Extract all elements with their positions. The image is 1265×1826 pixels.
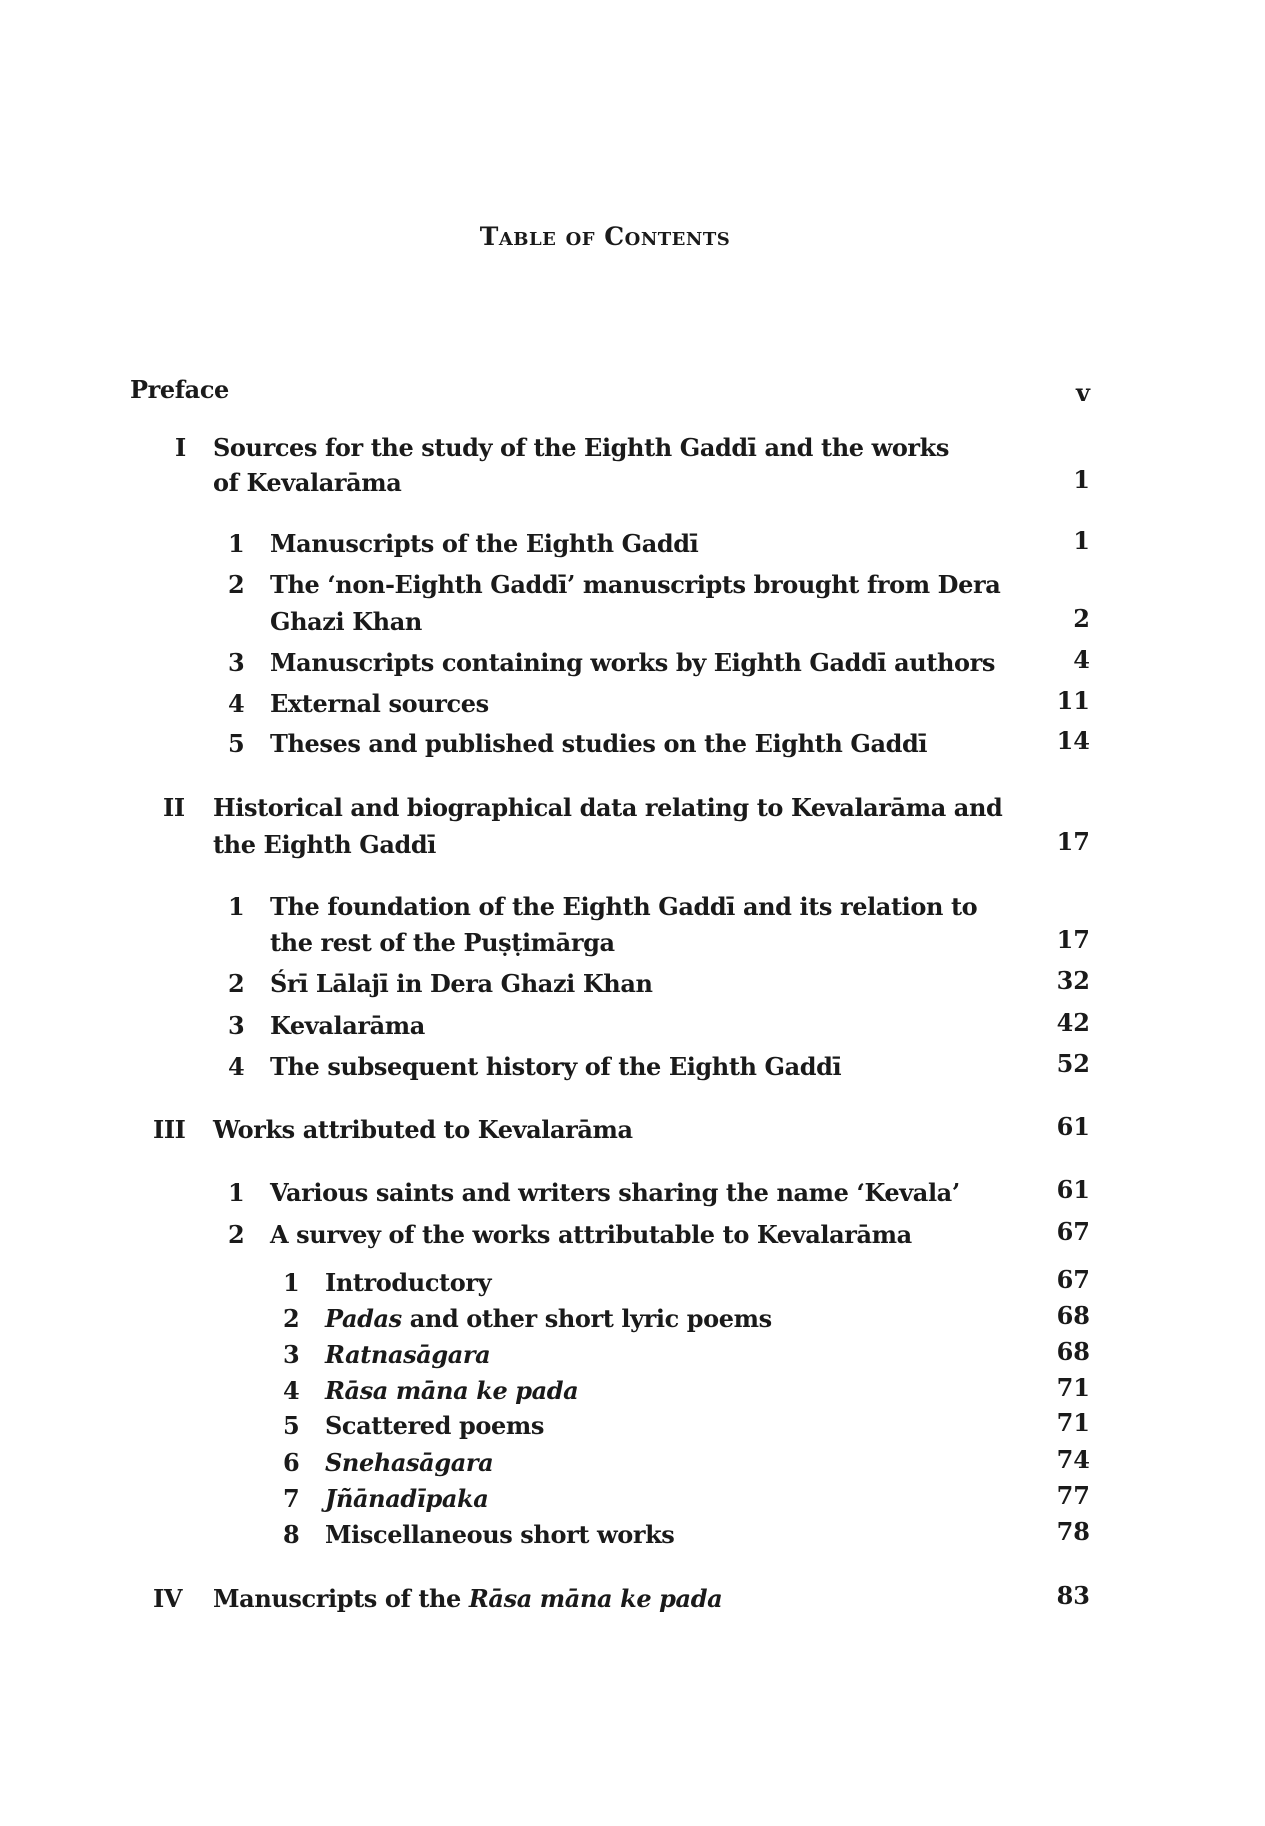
page-number: 61 [1056,1112,1090,1141]
subsection-title: Miscellaneous short works [325,1520,675,1549]
page-number: 74 [1056,1445,1090,1474]
page-number: 1 [1073,465,1090,494]
subsection-number: 2 [283,1304,300,1333]
section-title: External sources [270,689,489,718]
page-number: 32 [1056,966,1090,995]
subsection-title-italic: Padas [325,1304,402,1333]
page-number: 77 [1056,1481,1090,1510]
page-number: 83 [1056,1581,1090,1610]
chapter-title-line: Sources for the study of the Eighth Gaddī and the works [213,433,950,462]
page-number: 71 [1056,1373,1090,1402]
section-title: the rest of the Puṣṭimārga [270,928,615,957]
section-title: Various saints and writers sharing the name ‘Kevala’ [270,1178,960,1207]
section-number: 5 [228,729,245,758]
subsection-title-italic: Rāsa māna ke pada [325,1376,579,1405]
page-number: 67 [1056,1217,1090,1246]
subsection-number: 7 [283,1484,300,1513]
subsection-number: 6 [283,1448,300,1477]
subsection-number: 4 [283,1376,300,1405]
subsection-number: 8 [283,1520,300,1549]
section-number: 1 [228,529,245,558]
section-title: Śrī Lālajī in Dera Ghazi Khan [270,969,653,998]
page-number: 2 [1073,604,1090,633]
page-number: 4 [1073,645,1090,674]
section-title: The ‘non-Eighth Gaddī’ manuscripts brought from Dera [270,570,1001,599]
page-number: 68 [1056,1301,1090,1330]
page-number: 17 [1056,925,1090,954]
subsection-number: 3 [283,1340,300,1369]
page-number: 14 [1056,726,1090,755]
chapter-title: Manuscripts of the [213,1584,469,1613]
chapter-title-line: Historical and biographical data relating to Kevalarāma and [213,793,1003,822]
section-title: The foundation of the Eighth Gaddī and its relation to [270,892,978,921]
page-title: Table of Contents [479,222,731,251]
section-number: 2 [228,570,245,599]
page-number: 71 [1056,1408,1090,1437]
chapter-title-line: the Eighth Gaddī [213,830,437,859]
section-number: 1 [228,1178,245,1207]
page-number: 11 [1056,686,1090,715]
section-number: 4 [228,1052,245,1081]
subsection-title-italic: Jñānadīpaka [325,1484,489,1513]
chapter-numeral: III [153,1115,186,1144]
section-number: 2 [228,1220,245,1249]
section-number: 4 [228,689,245,718]
chapter-numeral: II [163,793,185,822]
page-number: 52 [1056,1049,1090,1078]
page-number: 61 [1056,1175,1090,1204]
subsection-number: 5 [283,1411,300,1440]
subsection-title: Introductory [325,1268,492,1297]
section-title: Manuscripts containing works by Eighth Gaddī authors [270,648,996,677]
section-title: Kevalarāma [270,1011,425,1040]
section-title: Manuscripts of the Eighth Gaddī [270,529,699,558]
section-title: Theses and published studies on the Eighth Gaddī [270,729,928,758]
subsection-title-italic: Snehasāgara [325,1448,494,1477]
subsection-title-italic: Ratnasāgara [325,1340,491,1369]
page-number: v [1076,378,1090,407]
page-number: 17 [1056,827,1090,856]
page-number: 1 [1073,526,1090,555]
section-number: 3 [228,1011,245,1040]
section-number: 3 [228,648,245,677]
section-number: 1 [228,892,245,921]
page-number: 42 [1056,1008,1090,1037]
chapter-title-italic: Rāsa māna ke pada [468,1584,723,1613]
section-title: Ghazi Khan [270,607,422,636]
subsection-title: and other short lyric poems [401,1304,772,1333]
chapter-numeral: IV [153,1584,183,1613]
page-number: 78 [1056,1517,1090,1546]
chapter-title-line: Works attributed to Kevalarāma [213,1115,633,1144]
page-number: 68 [1056,1337,1090,1366]
subsection-number: 1 [283,1268,300,1297]
chapter-title-line: of Kevalarāma [213,468,402,497]
section-title: The subsequent history of the Eighth Gaddī [270,1052,842,1081]
section-number: 2 [228,969,245,998]
section-title: A survey of the works attributable to Kevalarāma [270,1220,912,1249]
subsection-title: Scattered poems [325,1411,544,1440]
chapter-numeral: I [175,433,186,462]
page-number: 67 [1056,1265,1090,1294]
entry-label: Preface [130,375,229,404]
